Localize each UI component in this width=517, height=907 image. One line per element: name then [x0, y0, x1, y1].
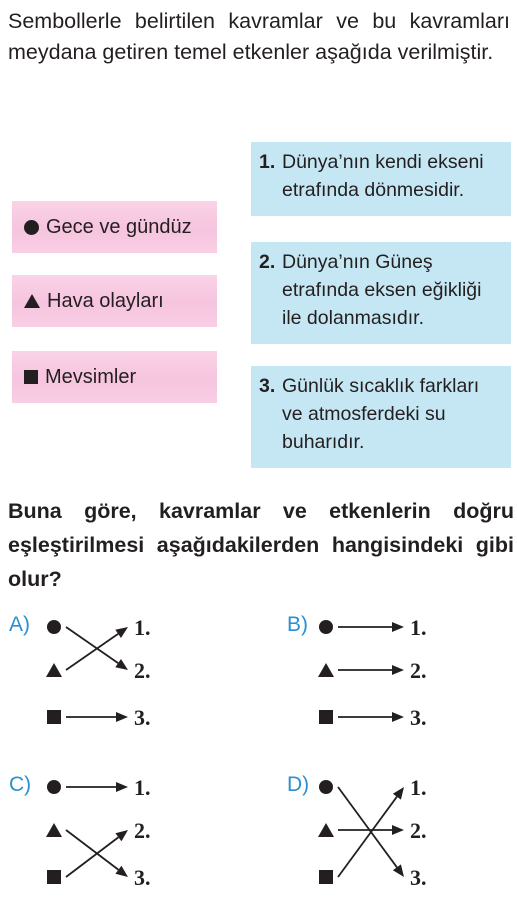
arrow: [66, 782, 128, 792]
factor-number-label: 1.: [410, 775, 427, 800]
factor-1: [251, 142, 511, 216]
triangle-icon: [318, 823, 334, 837]
triangle-icon: [46, 823, 62, 837]
arrow: [66, 712, 128, 722]
square-icon: [319, 870, 333, 884]
factor-number-label: 2.: [134, 658, 151, 683]
concept-weather: [12, 275, 217, 327]
factor-number-label: 1.: [134, 615, 151, 640]
circle-icon: [47, 620, 61, 634]
factor-3: [251, 366, 511, 468]
factor-number-label: 1.: [134, 775, 151, 800]
factor-2: [251, 242, 511, 344]
factor-number-label: 1.: [410, 615, 427, 640]
circle-icon: [24, 220, 39, 235]
arrow: [338, 622, 404, 632]
option-letter: D): [287, 773, 310, 796]
option-d[interactable]: [282, 765, 512, 905]
triangle-icon: [318, 663, 334, 677]
option-d-diagram: [282, 765, 512, 905]
intro-text: Sembollerle belirtilen kavramlar ve bu kavramları meydana getiren temel etkenler aşağıda verilmiştir.: [8, 9, 510, 64]
factor-number: 3.: [259, 375, 276, 397]
square-icon: [319, 710, 333, 724]
option-letter: C): [9, 773, 32, 796]
concept-label: Gece ve gündüz: [46, 215, 192, 238]
factor-number-label: 3.: [134, 865, 151, 890]
factor-number-label: 2.: [410, 818, 427, 843]
question-text: Buna göre, kavramlar ve etkenlerin doğru eşleştirilmesi aşağıdakilerden hangisindeki gibi olur?: [8, 499, 514, 591]
factor-number-label: 3.: [410, 705, 427, 730]
option-b-diagram: [282, 605, 512, 745]
concept-seasons: [12, 351, 217, 403]
option-a-diagram: [0, 605, 250, 745]
concept-label: Hava olayları: [47, 289, 164, 312]
arrow: [338, 665, 404, 675]
arrow: [338, 712, 404, 722]
triangle-icon: [24, 294, 40, 308]
option-c-diagram: [0, 765, 250, 905]
factor-number: 2.: [259, 251, 276, 273]
square-icon: [47, 870, 61, 884]
triangle-icon: [46, 663, 62, 677]
option-a[interactable]: [0, 605, 250, 745]
option-letter: B): [287, 613, 308, 636]
factor-number-label: 3.: [410, 865, 427, 890]
option-letter: A): [9, 613, 30, 636]
factor-number-label: 2.: [134, 818, 151, 843]
square-icon: [24, 370, 38, 384]
factor-number-label: 3.: [134, 705, 151, 730]
factor-number: 1.: [259, 151, 276, 173]
circle-icon: [47, 780, 61, 794]
concept-night-day: [12, 201, 217, 253]
option-c[interactable]: [0, 765, 250, 905]
square-icon: [47, 710, 61, 724]
circle-icon: [319, 780, 333, 794]
circle-icon: [319, 620, 333, 634]
factor-text: Dünya’nın Güneş etrafında eksen eğikliği ile dolanmasıdır.: [282, 251, 482, 329]
option-b[interactable]: [282, 605, 512, 745]
factor-number-label: 2.: [410, 658, 427, 683]
factor-text: Dünya’nın kendi ekseni etrafında dönmesidir.: [282, 151, 484, 201]
concept-label: Mevsimler: [45, 365, 137, 388]
factor-text: Günlük sıcaklık farkları ve atmosferdeki su buharıdır.: [282, 375, 480, 453]
